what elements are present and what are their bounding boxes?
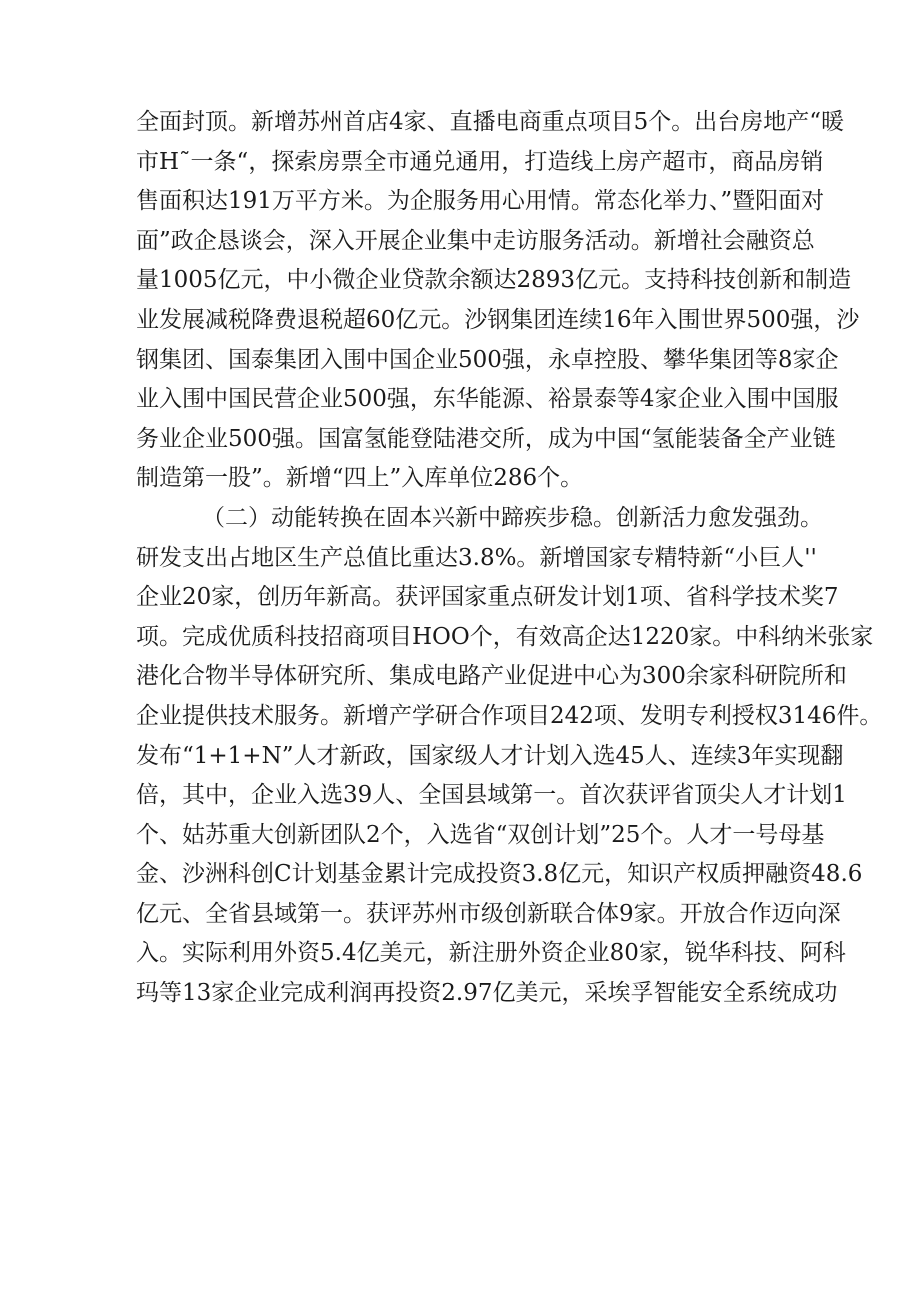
text-line: 市H˜一条“，探索房票全市通兑通用，打造线上房产超市，商品房销 xyxy=(136,148,824,175)
text-line: 金、沙洲科创C计划基金累计完成投资3.8亿元，知识产权质押融资48.6 xyxy=(136,861,863,888)
text-line: 企业提供技术服务。新增产学研合作项目242项、发明专利授权3146件。 xyxy=(136,702,883,729)
text-line: 量1005亿元，中小微企业贷款余额达2893亿元。支持科技创新和制造 xyxy=(136,267,852,294)
text-line: 个、姑苏重大创新团队2个，入选省“双创计划”25个。人才一号母基 xyxy=(136,821,825,848)
text-line: 入。实际利用外资5.4亿美元，新注册外资企业80家，锐华科技、阿科 xyxy=(136,940,846,967)
text-line: 倍，其中，企业入选39人、全国县域第一。首次获评省顶尖人才计划1 xyxy=(136,782,847,809)
text-line: 制造第一股”。新增“四上”入库单位286个。 xyxy=(136,465,584,492)
paragraph-2 xyxy=(136,499,883,1014)
text-line: 研发支出占地区生产总值比重达3.8%。新增国家专精特新“小巨人'' xyxy=(136,544,817,571)
text-line: 售面积达191万平方米。为企服务用心用情。常态化举力、”暨阳面对 xyxy=(136,188,825,215)
text-line: 企业20家，创历年新高。获评国家重点研发计划1项、省科学技术奖7 xyxy=(136,584,839,611)
text-line: 业发展减税降费退税超60亿元。沙钢集团连续16年入围世界500强，沙 xyxy=(136,306,860,333)
text-line: 亿元、全省县域第一。获评苏州市级创新联合体9家。开放合作迈向深 xyxy=(136,900,841,927)
text-line: 发布“1+1+N”人才新政，国家级人才计划入选45人、连续3年实现翻 xyxy=(136,742,844,769)
text-line: 玛等13家企业完成利润再投资2.97亿美元，采埃孚智能安全系统成功 xyxy=(136,980,838,1007)
text-line: 务业企业500强。国富氢能登陆港交所，成为中国“氢能装备全产业链 xyxy=(136,425,836,452)
text-line: 面”政企恳谈会，深入开展企业集中走访服务活动。新增社会融资总 xyxy=(136,227,815,254)
text-line: 港化合物半导体研究所、集成电路产业促进中心为300余家科研院所和 xyxy=(136,663,847,690)
text-line: 钢集团、国泰集团入围中国企业500强，永卓控股、攀华集团等8家企 xyxy=(136,346,839,373)
section-heading-line: （二）动能转换在固本兴新中蹄疾步稳。创新活力愈发强劲。 xyxy=(202,504,823,531)
text-line: 项。完成优质科技招商项目HOO个，有效高企达1220家。中科纳米张家 xyxy=(136,623,874,650)
paragraph-1 xyxy=(136,103,860,499)
text-line: 全面封顶。新增苏州首店4家、直播电商重点项目5个。出台房地产“暖 xyxy=(136,109,845,135)
document-body xyxy=(136,103,883,1014)
text-line: 业入围中国民营企业500强，东华能源、裕景泰等4家企业入围中国服 xyxy=(136,386,839,413)
